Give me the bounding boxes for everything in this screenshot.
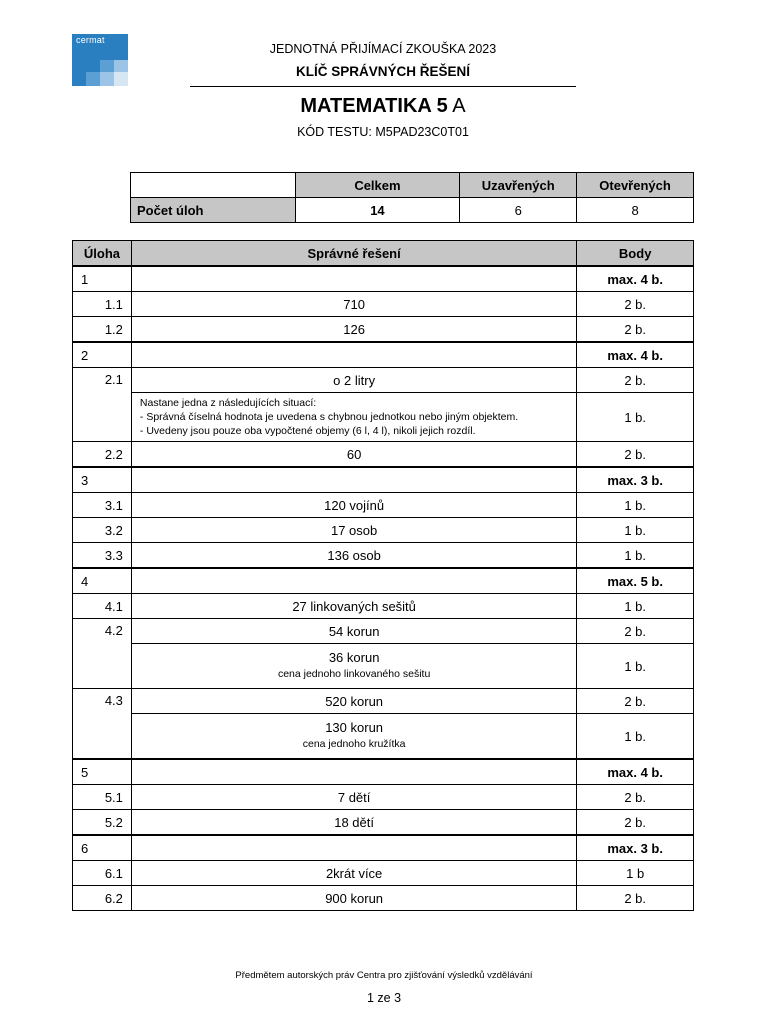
- subtask-points: 1 b.: [577, 518, 694, 543]
- subject-title: [190, 95, 576, 118]
- subject-name: MATEMATIKA 5: [300, 95, 448, 117]
- summary-corner: [131, 173, 296, 198]
- subtask-points: 1 b.: [577, 644, 694, 689]
- task-max-points: max. 3 b.: [577, 835, 694, 861]
- subtask-row: [73, 442, 694, 468]
- partial-answer-value: 36 korun: [328, 650, 380, 665]
- summary-header-open: Otevřených: [577, 173, 694, 198]
- subtask-number: 3.1: [73, 493, 132, 518]
- logo-text: cermat: [76, 35, 105, 45]
- subtask-partial-row: [73, 393, 694, 442]
- task-row: [73, 835, 694, 861]
- note-intro: Nastane jedna z následujících situací:: [139, 397, 317, 409]
- subtask-number: 1.1: [73, 292, 132, 317]
- summary-closed-value: 6: [460, 198, 577, 223]
- subtask-number: 3.3: [73, 543, 132, 569]
- task-number: 1: [73, 266, 132, 292]
- answer-key-table: [72, 240, 694, 911]
- task-max-points: max. 5 b.: [577, 568, 694, 594]
- cermat-logo: [72, 34, 128, 86]
- task-max-points: max. 3 b.: [577, 467, 694, 493]
- task-row: [73, 266, 694, 292]
- subtask-row: [73, 810, 694, 836]
- partial-answer: [131, 644, 576, 689]
- subtask-answer: 136 osob: [131, 543, 576, 569]
- header-divider: [190, 86, 576, 87]
- subtask-points: 1 b.: [577, 543, 694, 569]
- key-title: KLÍČ SPRÁVNÝCH ŘEŠENÍ: [295, 64, 471, 79]
- subtask-row: [73, 543, 694, 569]
- subtask-row: [73, 292, 694, 317]
- subtask-number: 6.2: [73, 886, 132, 911]
- subtask-number: 6.1: [73, 861, 132, 886]
- subject-variant: A: [452, 95, 466, 117]
- subtask-number: 4.1: [73, 594, 132, 619]
- subtask-answer: o 2 litry: [131, 368, 576, 393]
- task-row: [73, 568, 694, 594]
- subtask-answer: 27 linkovaných sešitů: [131, 594, 576, 619]
- subtask-answer: 710: [131, 292, 576, 317]
- subtask-answer: 7 dětí: [131, 785, 576, 810]
- task-max-points: max. 4 b.: [577, 342, 694, 368]
- subtask-answer: 60: [131, 442, 576, 468]
- subtask-row: [73, 368, 694, 393]
- subtask-points: 2 b.: [577, 292, 694, 317]
- subtask-points: 2 b.: [577, 317, 694, 343]
- task-row: [73, 467, 694, 493]
- summary-header-total: Celkem: [295, 173, 460, 198]
- subtask-row: [73, 689, 694, 714]
- subtask-partial-row: [73, 644, 694, 689]
- partial-answer-value: 130 korun: [325, 720, 384, 735]
- note-item: - Správná číselná hodnota je uvedena s chybnou jednotkou nebo jiným objektem.: [139, 411, 519, 423]
- subtask-number: 1.2: [73, 317, 132, 343]
- subtask-number: 2.1: [73, 368, 132, 442]
- subtask-number: 2.2: [73, 442, 132, 468]
- subtask-points: 1 b.: [577, 714, 694, 760]
- task-number: 6: [73, 835, 132, 861]
- subtask-row: [73, 886, 694, 911]
- subtask-points: 1 b.: [577, 594, 694, 619]
- subtask-points: 1 b.: [577, 393, 694, 442]
- exam-title: JEDNOTNÁ PŘIJÍMACÍ ZKOUŠKA 2023: [269, 42, 497, 56]
- summary-header-closed: Uzavřených: [460, 173, 577, 198]
- partial-credit-note: [131, 393, 576, 442]
- subtask-points: 1 b: [577, 861, 694, 886]
- summary-row-label: Počet úloh: [131, 198, 296, 223]
- subtask-row: [73, 861, 694, 886]
- subtask-answer: 126: [131, 317, 576, 343]
- subtask-points: 2 b.: [577, 785, 694, 810]
- subtask-answer: 2krát více: [131, 861, 576, 886]
- subtask-row: [73, 594, 694, 619]
- subtask-row: [73, 518, 694, 543]
- summary-open-value: 8: [577, 198, 694, 223]
- subtask-row: [73, 619, 694, 644]
- subtask-answer: 18 dětí: [131, 810, 576, 836]
- subtask-answer: 54 korun: [131, 619, 576, 644]
- subtask-points: 2 b.: [577, 442, 694, 468]
- subtask-number: 3.2: [73, 518, 132, 543]
- subtask-partial-row: [73, 714, 694, 760]
- subtask-answer: 520 korun: [131, 689, 576, 714]
- subtask-points: 2 b.: [577, 619, 694, 644]
- page-number: 1 ze 3: [366, 991, 402, 1005]
- task-row: [73, 342, 694, 368]
- summary-table: [130, 172, 694, 223]
- task-row: [73, 759, 694, 785]
- task-number: 3: [73, 467, 132, 493]
- test-code: KÓD TESTU: M5PAD23C0T01: [297, 125, 469, 139]
- header-points: Body: [577, 241, 694, 267]
- subtask-row: [73, 493, 694, 518]
- subtask-number: 4.2: [73, 619, 132, 689]
- subtask-row: [73, 785, 694, 810]
- subtask-answer: 17 osob: [131, 518, 576, 543]
- subtask-points: 2 b.: [577, 886, 694, 911]
- subtask-answer: 900 korun: [131, 886, 576, 911]
- task-number: 5: [73, 759, 132, 785]
- task-max-points: max. 4 b.: [577, 266, 694, 292]
- task-max-points: max. 4 b.: [577, 759, 694, 785]
- subtask-points: 2 b.: [577, 810, 694, 836]
- subtask-number: 5.2: [73, 810, 132, 836]
- subtask-number: 4.3: [73, 689, 132, 760]
- header-task: Úloha: [73, 241, 132, 267]
- subtask-number: 5.1: [73, 785, 132, 810]
- task-number: 4: [73, 568, 132, 594]
- subtask-points: 2 b.: [577, 368, 694, 393]
- subtask-row: [73, 317, 694, 343]
- partial-answer: [131, 714, 576, 760]
- partial-answer-note: cena jednoho linkovaného sešitu: [277, 668, 431, 680]
- subtask-points: 1 b.: [577, 493, 694, 518]
- subtask-points: 2 b.: [577, 689, 694, 714]
- subtask-answer: 120 vojínů: [131, 493, 576, 518]
- partial-answer-note: cena jednoho kružítka: [302, 738, 406, 750]
- summary-total-value: 14: [295, 198, 460, 223]
- copyright-notice: Předmětem autorských práv Centra pro zjišťování výsledků vzdělávání: [235, 970, 533, 981]
- task-number: 2: [73, 342, 132, 368]
- header-solution: Správné řešení: [131, 241, 576, 267]
- note-item: - Uvedeny jsou pouze oba vypočtené objemy (6 l, 4 l), nikoli jejich rozdíl.: [139, 425, 476, 437]
